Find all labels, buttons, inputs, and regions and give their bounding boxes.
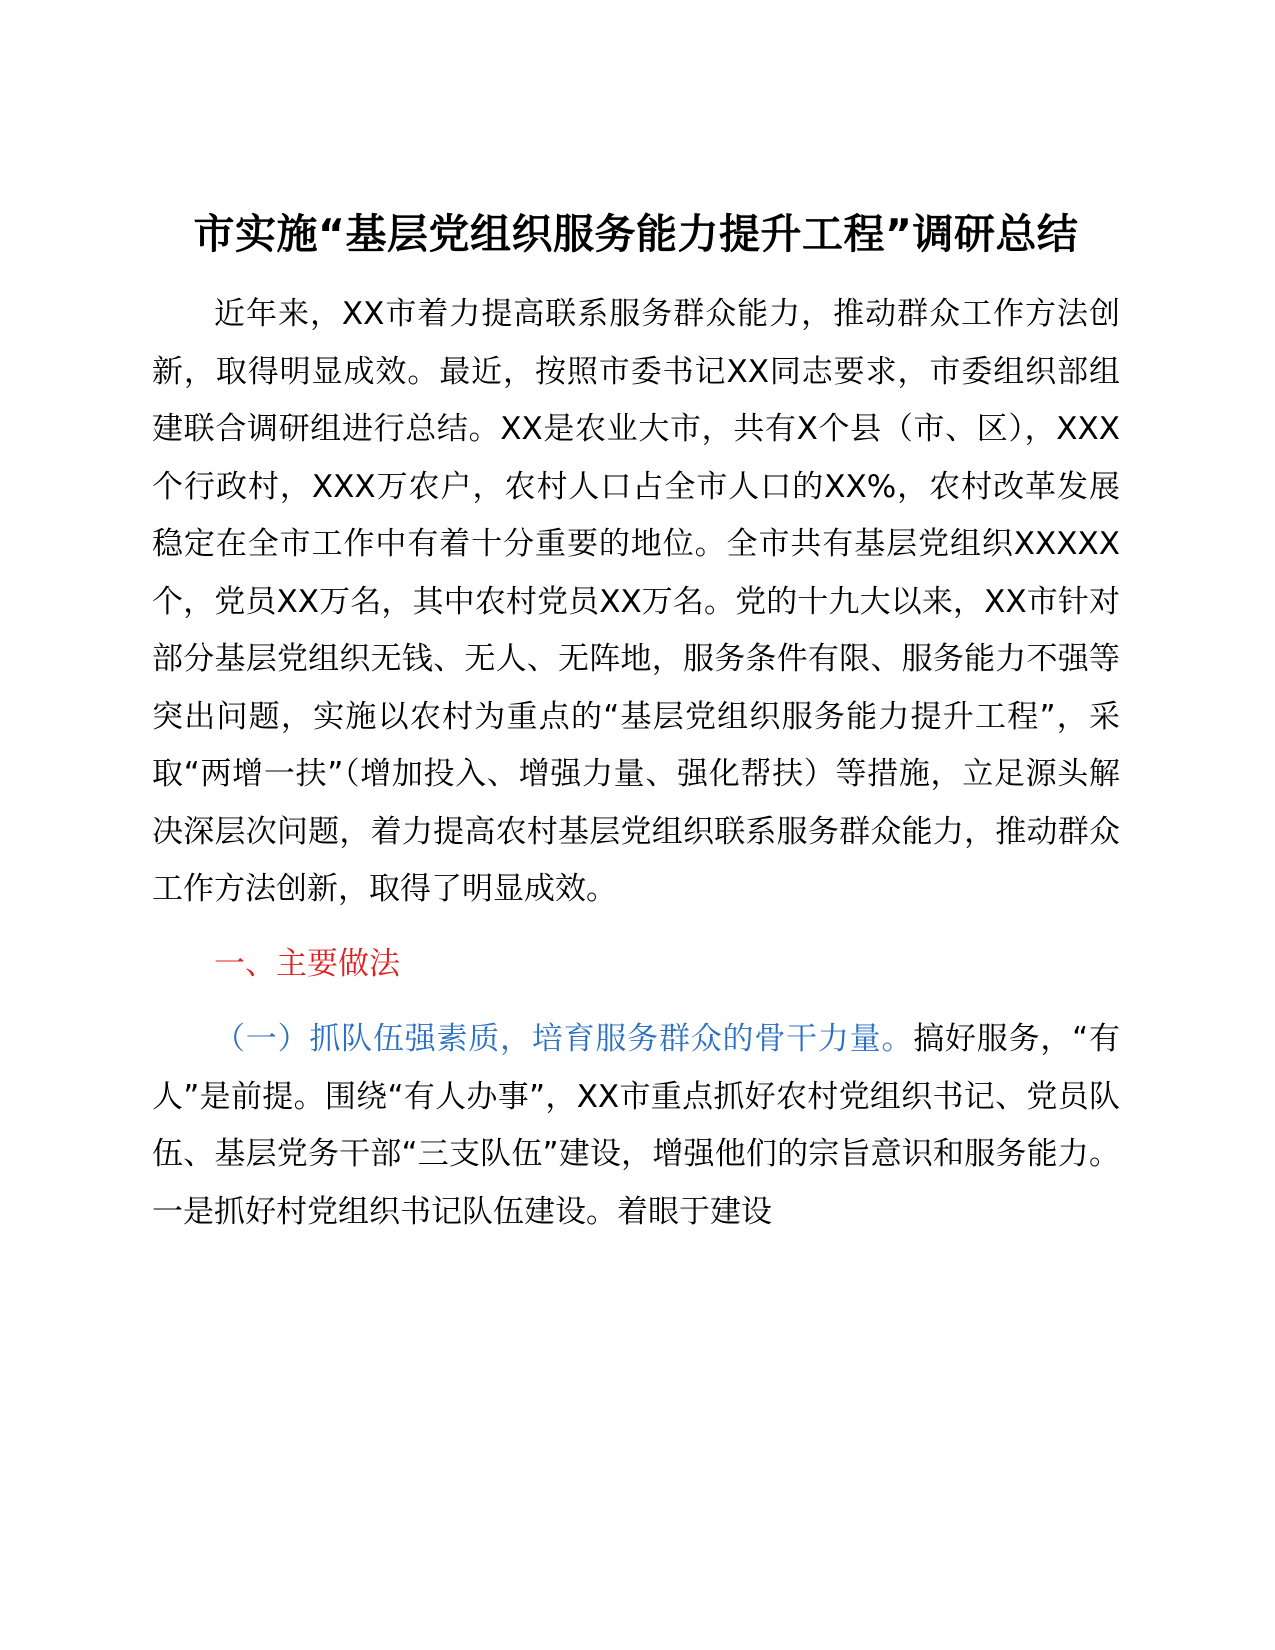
subsection-heading: （一）抓队伍强素质，培育服务群众的骨干力量。 [214, 1021, 914, 1057]
subsection-body: 搞好服务，“有人”是前提。围绕“有人办事”，XX市重点抓好农村党组织书记、党员队伍、基层党务干部“三支队伍”建设，增强他们的宗旨意识和服务能力。一是抓好村党组织书记队伍建设。着眼于建设 [152, 1021, 1120, 1230]
subsection-paragraph [152, 1011, 1120, 1241]
intro-paragraph: 近年来，XX市着力提高联系服务群众能力，推动群众工作方法创新，取得明显成效。最近，按照市委书记XX同志要求，市委组织部组建联合调研组进行总结。XX是农业大市，共有X个县（市、区），XXX个行政村，XXX万农户，农村人口占全市人口的XX%，农村改革发展稳定在全市工作中有着十分重要的地位。全市共有基层党组织XXXXX个，党员XX万名，其中农村党员XX万名。党的十九大以来，XX市针对部分基层党组织无钱、无人、无阵地，服务条件有限、服务能力不强等突出问题，实施以农村为重点的“基层党组织服务能力提升工程”，采取“两增一扶”（增加投入、增强力量、强化帮扶）等措施，立足源头解决深层次问题，着力提高农村基层党组织联系服务群众能力，推动群众工作方法创新，取得了明显成效。 [152, 296, 1120, 907]
document-content [152, 205, 1120, 1241]
document-title: 市实施“基层党组织服务能力提升工程”调研总结 [193, 210, 1079, 258]
section-heading: 一、主要做法 [214, 945, 400, 982]
